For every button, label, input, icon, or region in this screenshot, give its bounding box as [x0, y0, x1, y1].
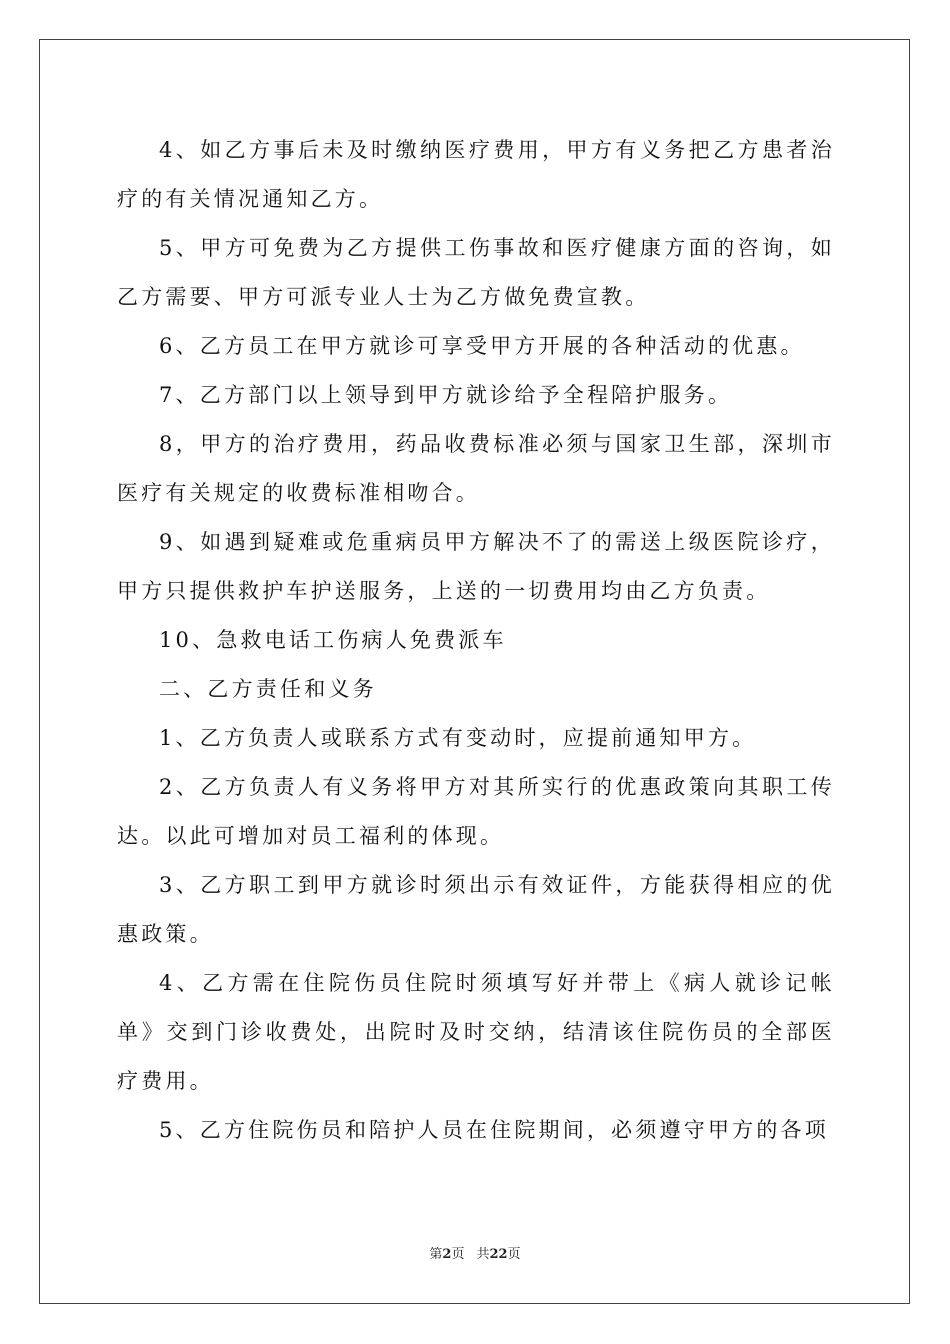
document-body	[117, 126, 835, 1155]
paragraph: 3、乙方职工到甲方就诊时须出示有效证件，方能获得相应的优惠政策。	[117, 873, 835, 946]
paragraph: 5、甲方可免费为乙方提供工伤事故和医疗健康方面的咨询，如乙方需要、甲方可派专业人士为乙方做免费宣教。	[117, 236, 835, 309]
paragraph: 1、乙方负责人或联系方式有变动时，应提前通知甲方。	[159, 726, 757, 750]
section-heading: 二、乙方责任和义务	[159, 677, 377, 701]
paragraph: 8，甲方的治疗费用，药品收费标准必须与国家卫生部，深圳市医疗有关规定的收费标准相吻合。	[117, 432, 835, 505]
paragraph: 4、乙方需在住院伤员住院时须填写好并带上《病人就诊记帐单》交到门诊收费处，出院时及时交纳，结清该住院伤员的全部医疗费用。	[117, 971, 835, 1093]
page-prefix: 第	[429, 1247, 443, 1262]
total-suffix: 页	[507, 1247, 521, 1262]
paragraph: 2、乙方负责人有义务将甲方对其所实行的优惠政策向其职工传达。以此可增加对员工福利的体现。	[117, 775, 835, 848]
paragraph: 7、乙方部门以上领导到甲方就诊给予全程陪护服务。	[159, 383, 733, 407]
paragraph: 6、乙方员工在甲方就诊可享受甲方开展的各种活动的优惠。	[159, 334, 805, 358]
total-prefix: 共	[476, 1247, 490, 1262]
page-number: 2	[442, 1247, 452, 1262]
paragraph: 5、乙方住院伤员和陪护人员在住院期间，必须遵守甲方的各项	[159, 1118, 829, 1142]
paragraph: 9、如遇到疑难或危重病员甲方解决不了的需送上级医院诊疗，甲方只提供救护车护送服务，上送的一切费用均由乙方负责。	[117, 530, 835, 603]
page-footer	[0, 1246, 950, 1264]
paragraph: 10、急救电话工伤病人免费派车	[159, 628, 507, 652]
total-pages: 22	[489, 1247, 508, 1262]
page-suffix: 页	[451, 1247, 465, 1262]
paragraph: 4、如乙方事后未及时缴纳医疗费用，甲方有义务把乙方患者治疗的有关情况通知乙方。	[117, 138, 835, 211]
